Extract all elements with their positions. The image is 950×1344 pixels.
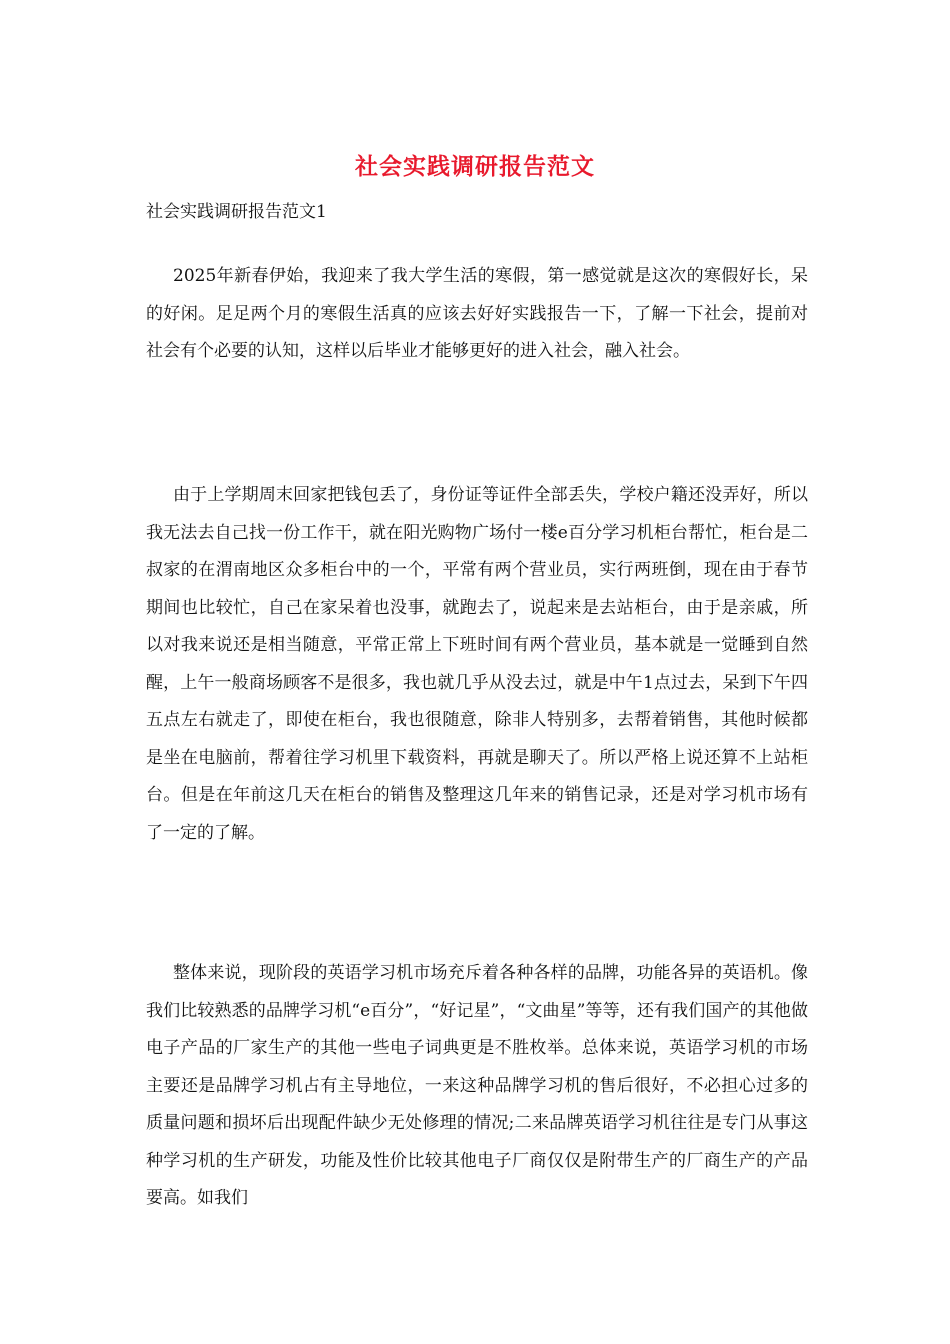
document-title: 社会实践调研报告范文	[355, 153, 595, 180]
paragraph-2: 由于上学期周末回家把钱包丢了，身份证等证件全部丢失，学校户籍还没弄好，所以我无法去自己找一份工作干，就在阳光购物广场付一楼e百分学习机柜台帮忙，柜台是二叔家的在渭南地区众多柜台中的一个，平常有两个营业员，实行两班倒，现在由于春节期间也比较忙，自己在家呆着也没事，就跑去了，说起来是去站柜台，由于是亲戚，所以对我来说还是相当随意，平常正常上下班时间有两个营业员，基本就是一觉睡到自然醒，上午一般商场顾客不是很多，我也就几乎从没去过，就是中午1点过去，呆到下午四五点左右就走了，即使在柜台，我也很随意，除非人特别多，去帮着销售，其他时候都是坐在电脑前，帮着往学习机里下载资料，再就是聊天了。所以严格上说还算不上站柜台。但是在年前这几天在柜台的销售及整理这几年来的销售记录，还是对学习机市场有了一定的了解。	[146, 485, 808, 843]
paragraph-1: 2025年新春伊始，我迎来了我大学生活的寒假，第一感觉就是这次的寒假好长，呆的好闲。足足两个月的寒假生活真的应该去好好实践报告一下，了解一下社会，提前对社会有个必要的认知，这样以后毕业才能够更好的进入社会，融入社会。	[146, 266, 808, 361]
paragraph-3: 整体来说，现阶段的英语学习机市场充斥着各种各样的品牌，功能各异的英语机。像我们比较熟悉的品牌学习机“e百分”，“好记星”，“文曲星”等等，还有我们国产的其他做电子产品的厂家生产的其他一些电子词典更是不胜枚举。总体来说，英语学习机的市场主要还是品牌学习机占有主导地位，一来这种品牌学习机的售后很好，不必担心过多的质量问题和损坏后出现配件缺少无处修理的情况;二来品牌英语学习机往往是专门从事这种学习机的生产研发，功能及性价比较其他电子厂商仅仅是附带生产的厂商生产的产品要高。如我们	[146, 963, 808, 1208]
document-subtitle: 社会实践调研报告范文1	[146, 202, 327, 222]
